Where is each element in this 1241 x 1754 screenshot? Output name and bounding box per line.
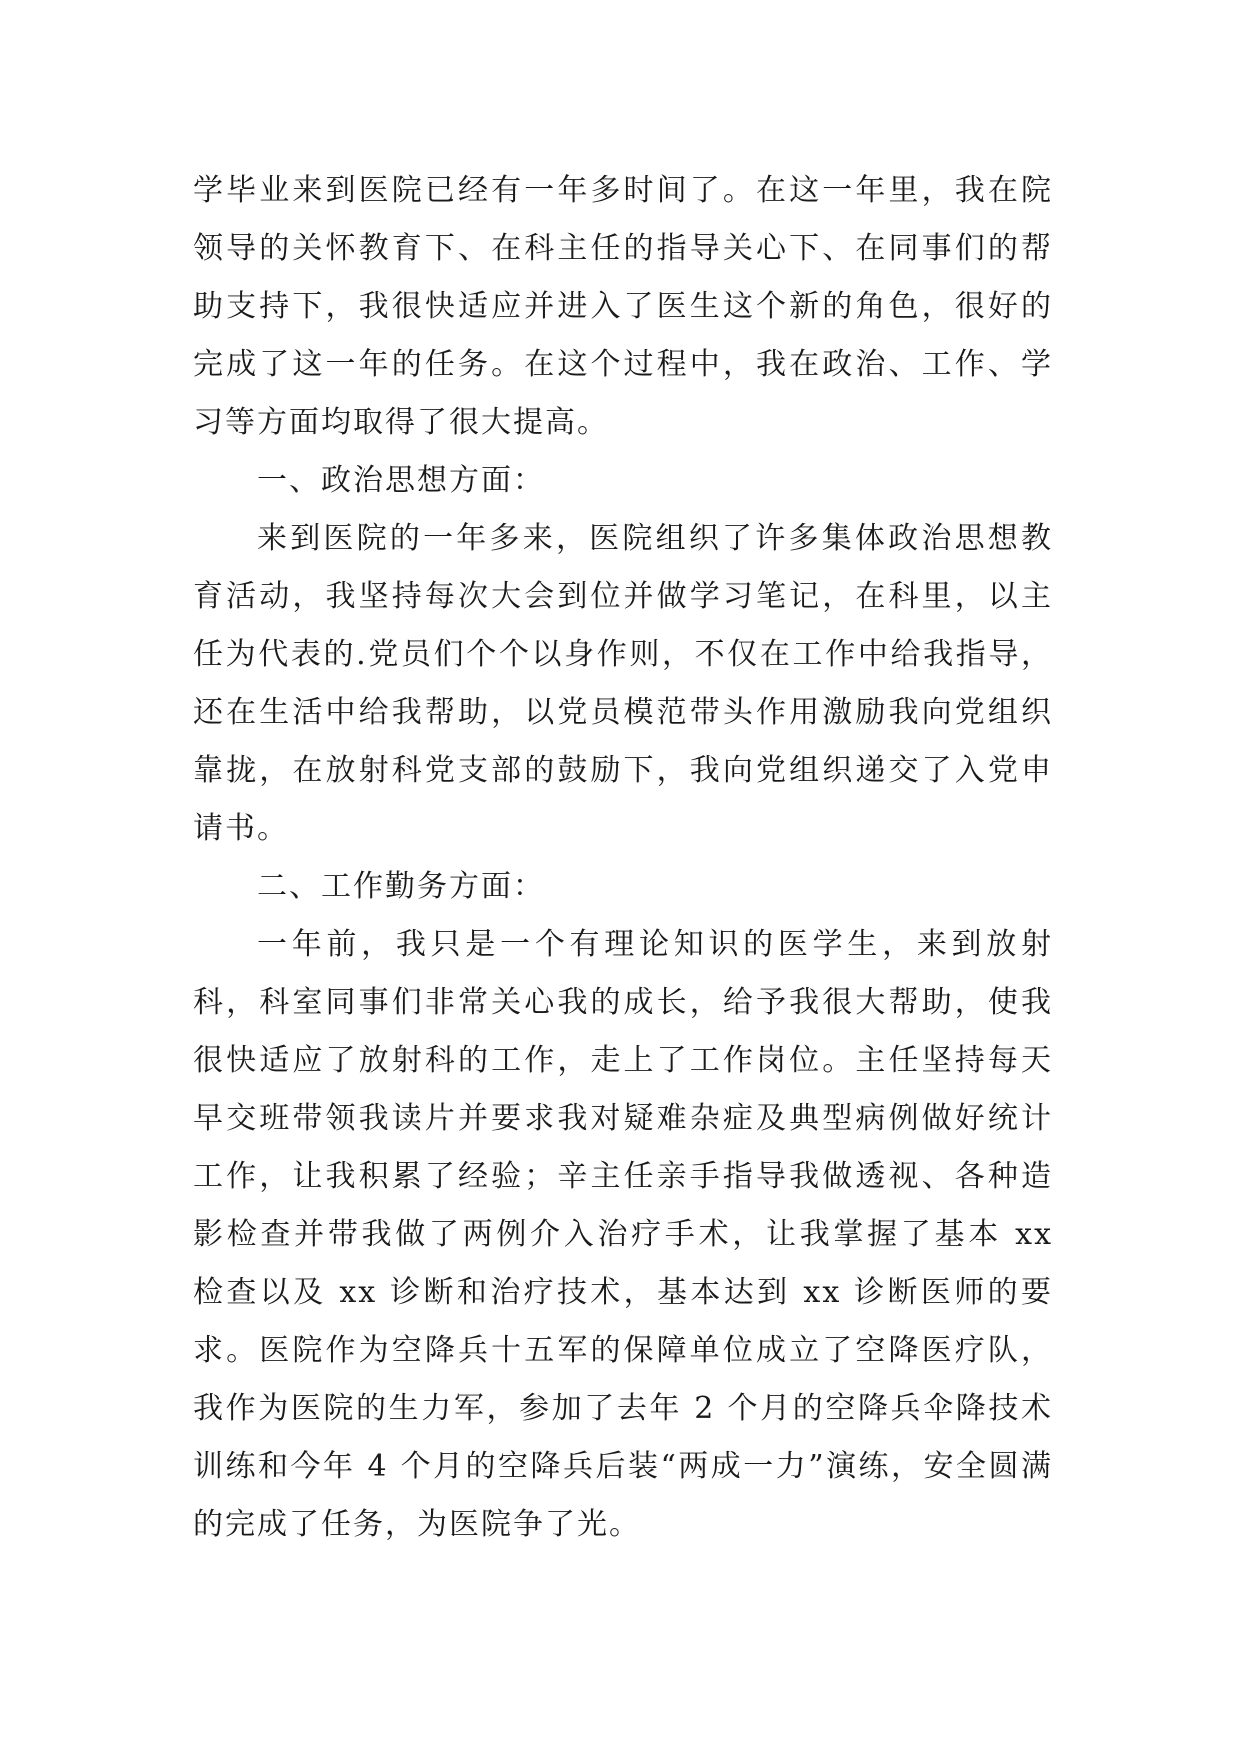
paragraph-intro: 学毕业来到医院已经有一年多时间了。在这一年里，我在院领导的关怀教育下、在科主任的指导关心下、在同事们的帮助支持下，我很快适应并进入了医生这个新的角色，很好的完成了这一年的任务。在这个过程中，我在政治、工作、学习等方面均取得了很大提高。 <box>193 173 1053 440</box>
paragraph-work: 一年前，我只是一个有理论知识的医学生，来到放射科，科室同事们非常关心我的成长，给予我很大帮助，使我很快适应了放射科的工作，走上了工作岗位。主任坚持每天早交班带领我读片并要求我对疑难杂症及典型病例做好统计工作，让我积累了经验；辛主任亲手指导我做透视、各种造影检查并带我做了两例介入治疗手术，让我掌握了基本 xx 检查以及 xx 诊断和治疗技术，基本达到 xx 诊断医师的要求。医院作为空降兵十五军的保障单位成立了空降医疗队，我作为医院的生力军，参加了去年 2 个月的空降兵伞降技术训练和今年 4 个月的空降兵后装“两成一力”演练，安全圆满的完成了任务，为医院争了光。 <box>193 927 1053 1542</box>
document-body <box>193 162 1053 1554</box>
section-heading-politics: 一、政治思想方面： <box>257 463 545 498</box>
section-heading-work: 二、工作勤务方面： <box>257 869 545 904</box>
paragraph-politics: 来到医院的一年多来，医院组织了许多集体政治思想教育活动，我坚持每次大会到位并做学习笔记，在科里，以主任为代表的.党员们个个以身作则，不仅在工作中给我指导，还在生活中给我帮助，以党员模范带头作用激励我向党组织靠拢，在放射科党支部的鼓励下，我向党组织递交了入党申请书。 <box>193 521 1053 846</box>
